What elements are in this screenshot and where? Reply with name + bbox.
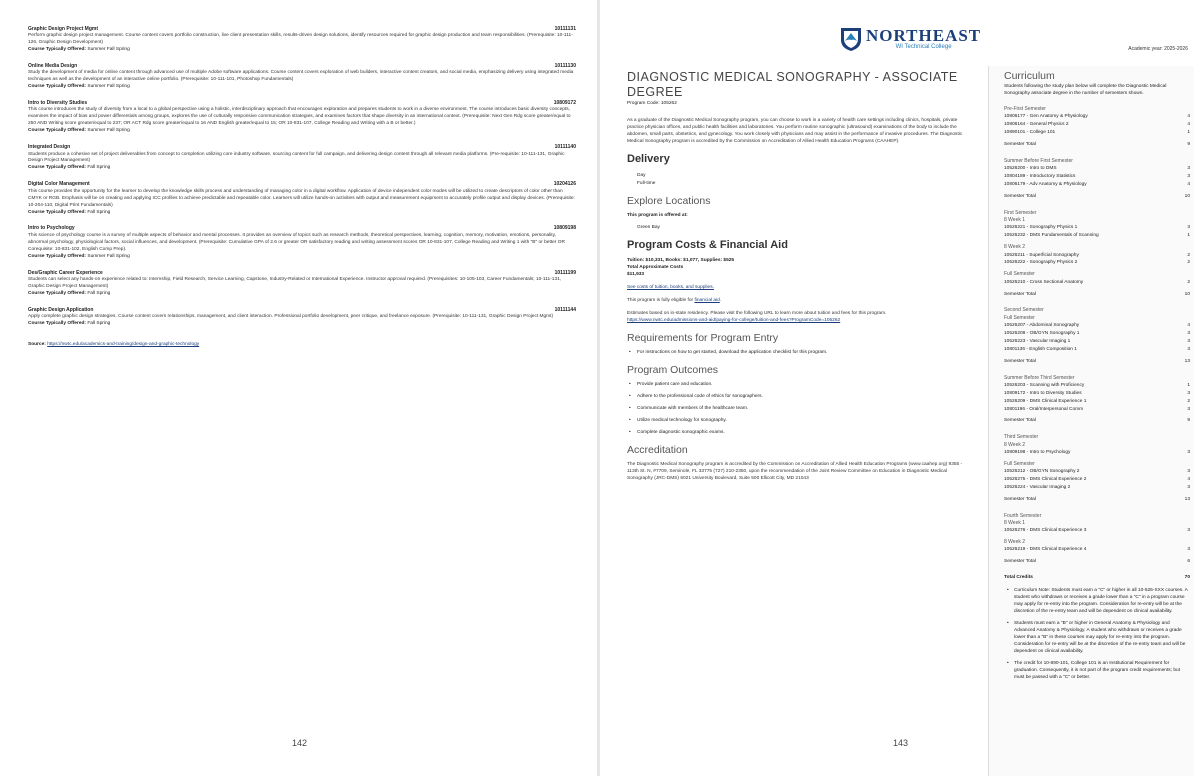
semester-total-row — [1004, 559, 1190, 566]
semester-total-value: 10 — [1184, 291, 1190, 297]
curriculum-course-row — [1004, 406, 1190, 414]
tuition-url-link[interactable]: https://www.nwtc.edu/admissions-and-aid/paying-for-college/tuition-and-fees?ProgramCode=105262 — [627, 317, 841, 323]
left-page — [0, 0, 598, 776]
course-credits: 4 — [1187, 114, 1190, 120]
course-title: 10801136 - English Composition 1 — [1004, 346, 1077, 352]
curriculum-course-row — [1004, 322, 1190, 330]
curriculum-course-row — [1004, 330, 1190, 338]
course-credits: 1 — [1187, 130, 1190, 136]
course-description: Study the development of media for online content through advanced use of multiple Adobe software applications. Course content covers exploration of web builders, interactive content creators, and social media, emphasizing delivery using integrated media techniques as well as the development of an interactive online portfolio. (Prerequisite: 10-111-101, Photoshop Fundamentals) — [28, 70, 574, 83]
location-list — [627, 224, 967, 232]
delivery-heading: Delivery — [627, 152, 670, 165]
offered-terms: Summer Fall Spring — [87, 47, 130, 53]
offered-label: Course Typically Offered: — [28, 128, 87, 134]
outcomes-heading: Program Outcomes — [627, 364, 719, 377]
course-title: 10526219 - DMS Clinical Experience 4 — [1004, 547, 1087, 553]
total-credits-label: Total Credits — [1004, 575, 1033, 581]
course-title: 10526209 - DMS Clinical Experience 1 — [1004, 398, 1087, 404]
semester-total-label: Semester Total — [1004, 559, 1036, 565]
semester-total-row — [1004, 194, 1190, 201]
course-credits: 1 — [1187, 233, 1190, 239]
offered-terms: Fall Spring — [87, 165, 111, 171]
curriculum-course-row — [1004, 398, 1190, 406]
course-title: 10526208 - OB/GYN Sonography 1 — [1004, 330, 1080, 336]
course-title: 10809172 - Intro to Diversity Studies — [1004, 390, 1082, 396]
course-name: Intro to Psychology — [28, 225, 75, 232]
semester-title: Summer Before First Semester — [1004, 158, 1073, 165]
page-number-right: 143 — [893, 737, 909, 748]
outcome-item: • Complete diagnostic sonographic exams. — [627, 430, 967, 437]
curriculum-course-row — [1004, 173, 1190, 181]
academic-year: Academic year: 2025-2026 — [1128, 46, 1188, 52]
course-title: 10526212 - OB/GYN Sonography 2 — [1004, 469, 1080, 475]
course-offered — [28, 291, 576, 298]
semester-title: Second Semester — [1004, 307, 1044, 314]
financial-aid-line — [627, 298, 967, 305]
course-offered — [28, 165, 576, 172]
course-title: 10526232 - DMS Fundamentals of Scanning — [1004, 233, 1099, 239]
curriculum-course-row — [1004, 181, 1190, 189]
course-credits: 2 — [1187, 398, 1190, 404]
semester-title: Fourth Semester — [1004, 512, 1042, 519]
outcome-item: • Adhere to the professional code of ethics for sonographers. — [627, 394, 967, 401]
curriculum-course-row — [1004, 476, 1190, 484]
course-credits: 3 — [1187, 338, 1190, 344]
semester-total-value: 13 — [1184, 496, 1190, 502]
course-offered — [28, 321, 576, 328]
source-link[interactable]: https://nwtc.edu/academics-and-training/design-and-graphic-technology — [47, 341, 200, 347]
course-credits: 3 — [1187, 390, 1190, 396]
course-description: Students produce a cohesive set of project deliverables from concept to completion utilizing core industry software, sourcing content for full campaign, and delivering design content through all relevant media platforms. (Pre-requisite: 10-111-131, Graphic Design Project Management) — [28, 151, 565, 164]
semester-subterm: 8 Week 1 — [1004, 217, 1026, 224]
course-name: Des/Graphic Career Experience — [28, 269, 103, 276]
requirements-list — [627, 350, 967, 357]
course-code: 10111131 — [554, 26, 576, 32]
course-description: This course provides the opportunity for the learner to develop the knowledge skills process and understanding of managing color in a digital workflow. Application of device independent color modes will be utilized to create descriptors of color other than CMYK or RGB. Emphasis will be on creating and applying ICC profiles to achieve predictable and repeatable color. Learners will utilize hands-on activities with output and measurement equipment to accurately profile output and display devices. (Prerequisite: 10-204-110, Digital Print Fundamentals) — [28, 188, 575, 208]
delivery-list — [627, 172, 967, 188]
logo-subtitle: WI Technical College — [895, 43, 952, 50]
course-title: 10526276 - DMS Clinical Experience 3 — [1004, 528, 1087, 534]
semester-block — [1004, 210, 1190, 298]
semester-subterm: Full Semester — [1004, 271, 1035, 278]
accreditation-text: The Diagnostic Medical Sonography program is accredited by the Commission on Accreditation of Allied Health Education Programs (www.caahep.org) 9355 - 113th St. N, #7709, Seminole, FL 33775 (727) 210-2350, upon the recommendation of the Joint Review Committee on Education in Diagnostic Medical Sonography (JRC-DMS) 6021 University Boulevard, Suite 500 Ellicott City, MD 21043 — [627, 462, 963, 482]
course-title: 10806179 - Adv Anatomy & Physiology — [1004, 182, 1087, 188]
course-title: 10806164 - General Physics 2 — [1004, 122, 1069, 128]
source-label: Source: — [28, 341, 46, 347]
semester-total-row — [1004, 142, 1190, 149]
course-block — [28, 307, 576, 328]
semester-block — [1004, 513, 1190, 567]
curriculum-course-row — [1004, 468, 1190, 476]
semester-total-label: Semester Total — [1004, 142, 1036, 148]
course-title: 10526200 - Intro to DMS — [1004, 166, 1057, 172]
curriculum-notes — [1004, 588, 1190, 681]
semester-total-label: Semester Total — [1004, 358, 1036, 364]
course-description: Apply complete graphic design strategies. Course content covers relationships, management, and client interaction. Professional portfolio development, peer critique, and freelance exposure. (Prerequisite: 10-111-131, Graphic Design Project Mgmt) — [28, 313, 554, 319]
requirements-heading: Requirements for Program Entry — [627, 331, 779, 344]
course-credits: 3 — [1187, 484, 1190, 490]
college-logo — [840, 26, 981, 52]
course-title: 10890101 - College 101 — [1004, 130, 1056, 136]
offered-label: Course Typically Offered: — [28, 47, 87, 53]
course-credits: 3 — [1187, 330, 1190, 336]
course-header — [28, 225, 576, 232]
delivery-item: Day — [637, 172, 646, 178]
course-code: 10111130 — [554, 63, 576, 70]
course-description: This science of psychology course is a survey of multiple aspects of behavior and mental processes. It provides an overview of topics such as research methods, theoretical perspectives, learning, cognition, memory, motivation, emotions, personality, abnormal psychology, physiological factors, social influences, and development. (Prerequisite: Cumulative GPA of 2.6 or greater OR satisfactory reading and writing assessment scores OR 10-831-107, College Reading and Writing 1 with "B" or better OR Corequisite: 10-831-102, English Comp Prep). — [28, 232, 565, 252]
costs-line: Tuition: $10,331, Books: $1,077, Supplies: $525 — [627, 258, 735, 264]
course-name: Integrated Design — [28, 144, 71, 151]
costs-heading: Program Costs & Financial Aid — [627, 239, 788, 252]
course-list — [28, 26, 576, 349]
curriculum-course-row — [1004, 449, 1190, 457]
semester-subterm: Full Semester — [1004, 314, 1035, 321]
offered-terms: Summer Fall Spring — [87, 253, 130, 259]
semester-block — [1004, 434, 1190, 503]
curriculum-course-row — [1004, 346, 1190, 354]
offered-terms: Fall Spring — [87, 320, 111, 326]
curriculum-course-row — [1004, 165, 1190, 173]
course-offered — [28, 128, 576, 135]
delivery-item: Full-time — [637, 180, 656, 186]
curriculum-note: • The credit for 10-890-101, College 101 is an Institutional Requirement for graduation. Consequently, it is not part of the program credit requirements; but must be passed with a "C" or better. — [1004, 661, 1190, 682]
semester-total-label: Semester Total — [1004, 291, 1036, 297]
course-title: 10526203 - Scanning with Proficiency — [1004, 382, 1085, 388]
curriculum-intro: Students following the study plan below will complete the Diagnostic Medical Sonography associate degree in the number of semesters shown. — [1004, 84, 1167, 97]
course-code: 10809172 — [553, 100, 576, 107]
curriculum-course-row — [1004, 484, 1190, 492]
course-credits: 3 — [1187, 346, 1190, 352]
semester-total-label: Semester Total — [1004, 496, 1036, 502]
course-description: Students can select any hands-on experience related to: Internship, Field Research, Service Learning, Capstone, Industry-Related or International Experience. Instructor approval required. (Prerequisites: 10-105-103, Career Fundamentals; 10-111-131, Graphic Design Project Management) — [28, 276, 562, 289]
course-credits: 3 — [1187, 469, 1190, 475]
course-code: 10809198 — [553, 225, 576, 232]
course-block — [28, 26, 576, 54]
semester-title: Third Semester — [1004, 434, 1039, 441]
curriculum-course-row — [1004, 259, 1190, 267]
aid-suffix: . — [719, 298, 722, 304]
course-credits: 1 — [1187, 382, 1190, 388]
course-block — [28, 144, 576, 172]
course-credits: 4 — [1187, 322, 1190, 328]
curriculum-sidebar — [988, 66, 1194, 776]
course-header — [28, 307, 576, 314]
curriculum-course-row — [1004, 232, 1190, 240]
course-credits: 3 — [1187, 225, 1190, 231]
costs-link[interactable]: See costs of tuition, books, and supplies. — [627, 285, 714, 291]
semester-block — [1004, 106, 1190, 149]
total-costs-value: $11,933 — [627, 272, 645, 278]
course-credits: 3 — [1187, 166, 1190, 172]
semester-total-row — [1004, 292, 1190, 299]
course-description: Perform graphic design project management. Course content covers portfolio construction, live client presentation skills, results-driven design solutions, identify resources required for graphic design production and team responsibilities. (Prerequisite: 10-111-126, Graphic Design Development) — [28, 33, 573, 46]
course-title: 10526207 - Abdominal Sonography — [1004, 322, 1080, 328]
semester-title: Summer Before Third Semester — [1004, 374, 1075, 381]
course-block — [28, 270, 576, 298]
page-number-left: 142 — [292, 737, 308, 748]
course-title: 10526210 - Cross Sectional Anatomy — [1004, 279, 1084, 285]
total-costs-label: Total Approximate Costs — [627, 265, 684, 271]
semester-title: First Semester — [1004, 209, 1037, 216]
course-offered — [28, 84, 576, 91]
semester-subterm: 8 Week 2 — [1004, 244, 1026, 251]
curriculum-course-row — [1004, 252, 1190, 260]
course-block — [28, 225, 576, 260]
course-offered — [28, 254, 576, 261]
course-code: 10204126 — [553, 181, 576, 188]
curriculum-course-row — [1004, 129, 1190, 137]
curriculum-note: • Students must earn a "B" or higher in General Anatomy & Physiology and Advanced Anatomy & Physiology. A student who withdraws or receives a grade lower than a "B" in these courses may apply for re-entry into the program. Consideration for re-entry will be at the discretion of the re-entry team and will be dependent on clinical availability. — [1004, 621, 1190, 656]
semester-total-row — [1004, 359, 1190, 366]
course-title: 10526275 - DMS Clinical Experience 2 — [1004, 476, 1087, 482]
curriculum-note: • Curriculum Note: Students must earn a "C" or higher in all 10-526-XXX courses. A student who withdraws or receives a grade lower than a "C" in a program course may apply for re-entry into the program. Consideration for re-entry will be at the discretion of the re-entry team and will be dependent on clinical availability. — [1004, 588, 1190, 616]
course-description: This course introduces the study of diversity from a local to a global perspective using a holistic, interdisciplinary approach that encourages exploration and prepares students to work in a diverse environment. The course introduces basic diversity concepts, examines the impact of bias and power differentials among groups, explores the use of culturally responsive communication strategies, and examines factors that shape diversity in an international context. (Prerequisite: Next Gen Rdg score greater/equal to 250 AND Writing score greater/equal to 237; OR ACT Rdg score greater/equal to 16 AND English greater/equal to 15; OR 10-831-107, College Reading and Writing with a B or better.) — [28, 107, 571, 127]
outcomes-list — [627, 382, 967, 437]
program-code: Program Code: 105262 — [627, 101, 677, 106]
semester-subterm: 8 Week 2 — [1004, 441, 1026, 448]
course-credits: 4 — [1187, 122, 1190, 128]
location-item[interactable]: Green Bay — [637, 225, 660, 231]
right-page — [600, 0, 1200, 776]
course-credits: 3 — [1187, 406, 1190, 412]
course-title: 10801196 - Oral/Interpersonal Comm — [1004, 406, 1084, 412]
course-code: 10111140 — [554, 144, 576, 151]
offered-label: Course Typically Offered: — [28, 165, 87, 171]
semester-subterm: Full Semester — [1004, 460, 1035, 467]
course-title: 10526223 - Vascular Imaging 1 — [1004, 338, 1071, 344]
course-title: 10806177 - Gen Anatomy & Physiology — [1004, 114, 1088, 120]
course-name: Digital Color Management — [28, 181, 90, 188]
curriculum-course-row — [1004, 546, 1190, 554]
semester-block — [1004, 375, 1190, 426]
estimate-text: Estimates based on in-state residency. Please visit the following URL to learn more about tuition and fees for this program. — [627, 311, 887, 316]
offered-terms: Fall Spring — [87, 209, 111, 215]
course-credits: 3 — [1187, 449, 1190, 455]
outcome-item: • Provide patient care and education. — [627, 382, 967, 389]
outcome-item: • Communicate with members of the healthcare team. — [627, 406, 967, 413]
course-credits: 2 — [1187, 260, 1190, 266]
offered-label: Course Typically Offered: — [28, 290, 87, 296]
logo-name: NORTHEAST — [866, 25, 982, 45]
course-offered — [28, 210, 576, 217]
curriculum-course-row — [1004, 382, 1190, 390]
source-line — [28, 342, 576, 349]
curriculum-course-row — [1004, 121, 1190, 129]
course-credits: 4 — [1187, 182, 1190, 188]
offered-label: Course Typically Offered: — [28, 84, 87, 90]
semester-total-row — [1004, 497, 1190, 504]
semester-subterm: 8 Week 2 — [1004, 539, 1026, 546]
curriculum-course-row — [1004, 113, 1190, 121]
semester-total-value: 13 — [1184, 358, 1190, 364]
curriculum-course-row — [1004, 527, 1190, 535]
course-credits: 2 — [1187, 252, 1190, 258]
course-offered — [28, 47, 576, 54]
curriculum-course-row — [1004, 279, 1190, 287]
semester-total-value: 9 — [1187, 142, 1190, 148]
course-credits: 3 — [1187, 174, 1190, 180]
offered-label: Course Typically Offered: — [28, 253, 87, 259]
course-name: Intro to Diversity Studies — [28, 100, 88, 107]
course-credits: 3 — [1187, 547, 1190, 553]
curriculum-title: Curriculum — [1004, 70, 1055, 82]
requirement-item: • For instructions on how to get started, download the application checklist for this program. — [627, 350, 967, 357]
offered-terms: Summer Fall Spring — [87, 128, 130, 134]
program-main — [627, 70, 967, 483]
semester-total-label: Semester Total — [1004, 418, 1036, 424]
outcome-item: • Utilize medical technology for sonography. — [627, 418, 967, 425]
offered-label: Course Typically Offered: — [28, 209, 87, 215]
course-title: 10526211 - Superficial Sonography — [1004, 252, 1079, 258]
offered-at-label: This program is offered at: — [627, 213, 688, 219]
course-title: 10526221 - Sonography Physics 1 — [1004, 225, 1078, 231]
semester-block — [1004, 307, 1190, 365]
semester-total-row — [1004, 418, 1190, 425]
semester-list — [1004, 106, 1190, 566]
explore-heading: Explore Locations — [627, 194, 711, 207]
course-name: Graphic Design Project Mgmt — [28, 26, 99, 32]
semester-title: Pre-First Semester — [1004, 106, 1046, 113]
course-header — [28, 181, 576, 188]
shield-logo-icon — [840, 26, 862, 52]
offered-terms: Fall Spring — [87, 290, 111, 296]
total-credits-row — [1004, 575, 1190, 582]
semester-total-value: 9 — [1187, 418, 1190, 424]
curriculum-course-row — [1004, 224, 1190, 232]
aid-prefix: This program is fully eligible for — [627, 298, 695, 304]
course-code: 10111199 — [554, 269, 576, 276]
semester-block — [1004, 158, 1190, 201]
semester-subterm: 8 Week 1 — [1004, 519, 1026, 526]
course-title: 10809198 - Intro to Psychology — [1004, 449, 1071, 455]
semester-total-value: 10 — [1184, 194, 1190, 200]
course-header — [28, 270, 576, 277]
semester-total-label: Semester Total — [1004, 194, 1036, 200]
course-credits: 3 — [1187, 528, 1190, 534]
semester-total-value: 6 — [1187, 559, 1190, 565]
course-name: Graphic Design Application — [28, 306, 94, 313]
course-header — [28, 144, 576, 151]
offered-label: Course Typically Offered: — [28, 320, 87, 326]
course-credits: 4 — [1187, 476, 1190, 482]
financial-aid-link[interactable]: financial aid — [694, 298, 720, 304]
offered-terms: Summer Fall Spring — [87, 84, 130, 90]
accreditation-heading: Accreditation — [627, 444, 688, 457]
program-title: DIAGNOSTIC MEDICAL SONOGRAPHY - ASSOCIATE DEGREE — [627, 70, 958, 99]
course-title: 10526224 - Vascular Imaging 2 — [1004, 484, 1071, 490]
course-title: 10526222 - Sonography Physics 2 — [1004, 260, 1078, 266]
course-block — [28, 63, 576, 91]
total-credits-value: 70 — [1184, 575, 1190, 581]
course-block — [28, 100, 576, 135]
course-title: 10804189 - Introductory Statistics — [1004, 174, 1076, 180]
course-credits: 2 — [1187, 279, 1190, 285]
course-code: 10111144 — [554, 306, 576, 313]
curriculum-course-row — [1004, 338, 1190, 346]
program-intro: As a graduate of the Diagnostic Medical Sonography program, you can choose to work in a variety of health care settings including clinics, hospitals, private practice physician offices, and public health facilities and laboratories. You perform routine sonographic (ultrasound) examinations of the body to include the abdomen, small parts, obstetrics, and gynecology. You work closely with physicians and may assist in the performance of invasive procedures. The Diagnostic Medical Sonography program is accredited by the Commission on Accreditation of Allied Health Education Programs (CAAHEP). — [627, 117, 963, 144]
course-name: Online Media Design — [28, 63, 78, 70]
curriculum-course-row — [1004, 390, 1190, 398]
course-block — [28, 181, 576, 216]
